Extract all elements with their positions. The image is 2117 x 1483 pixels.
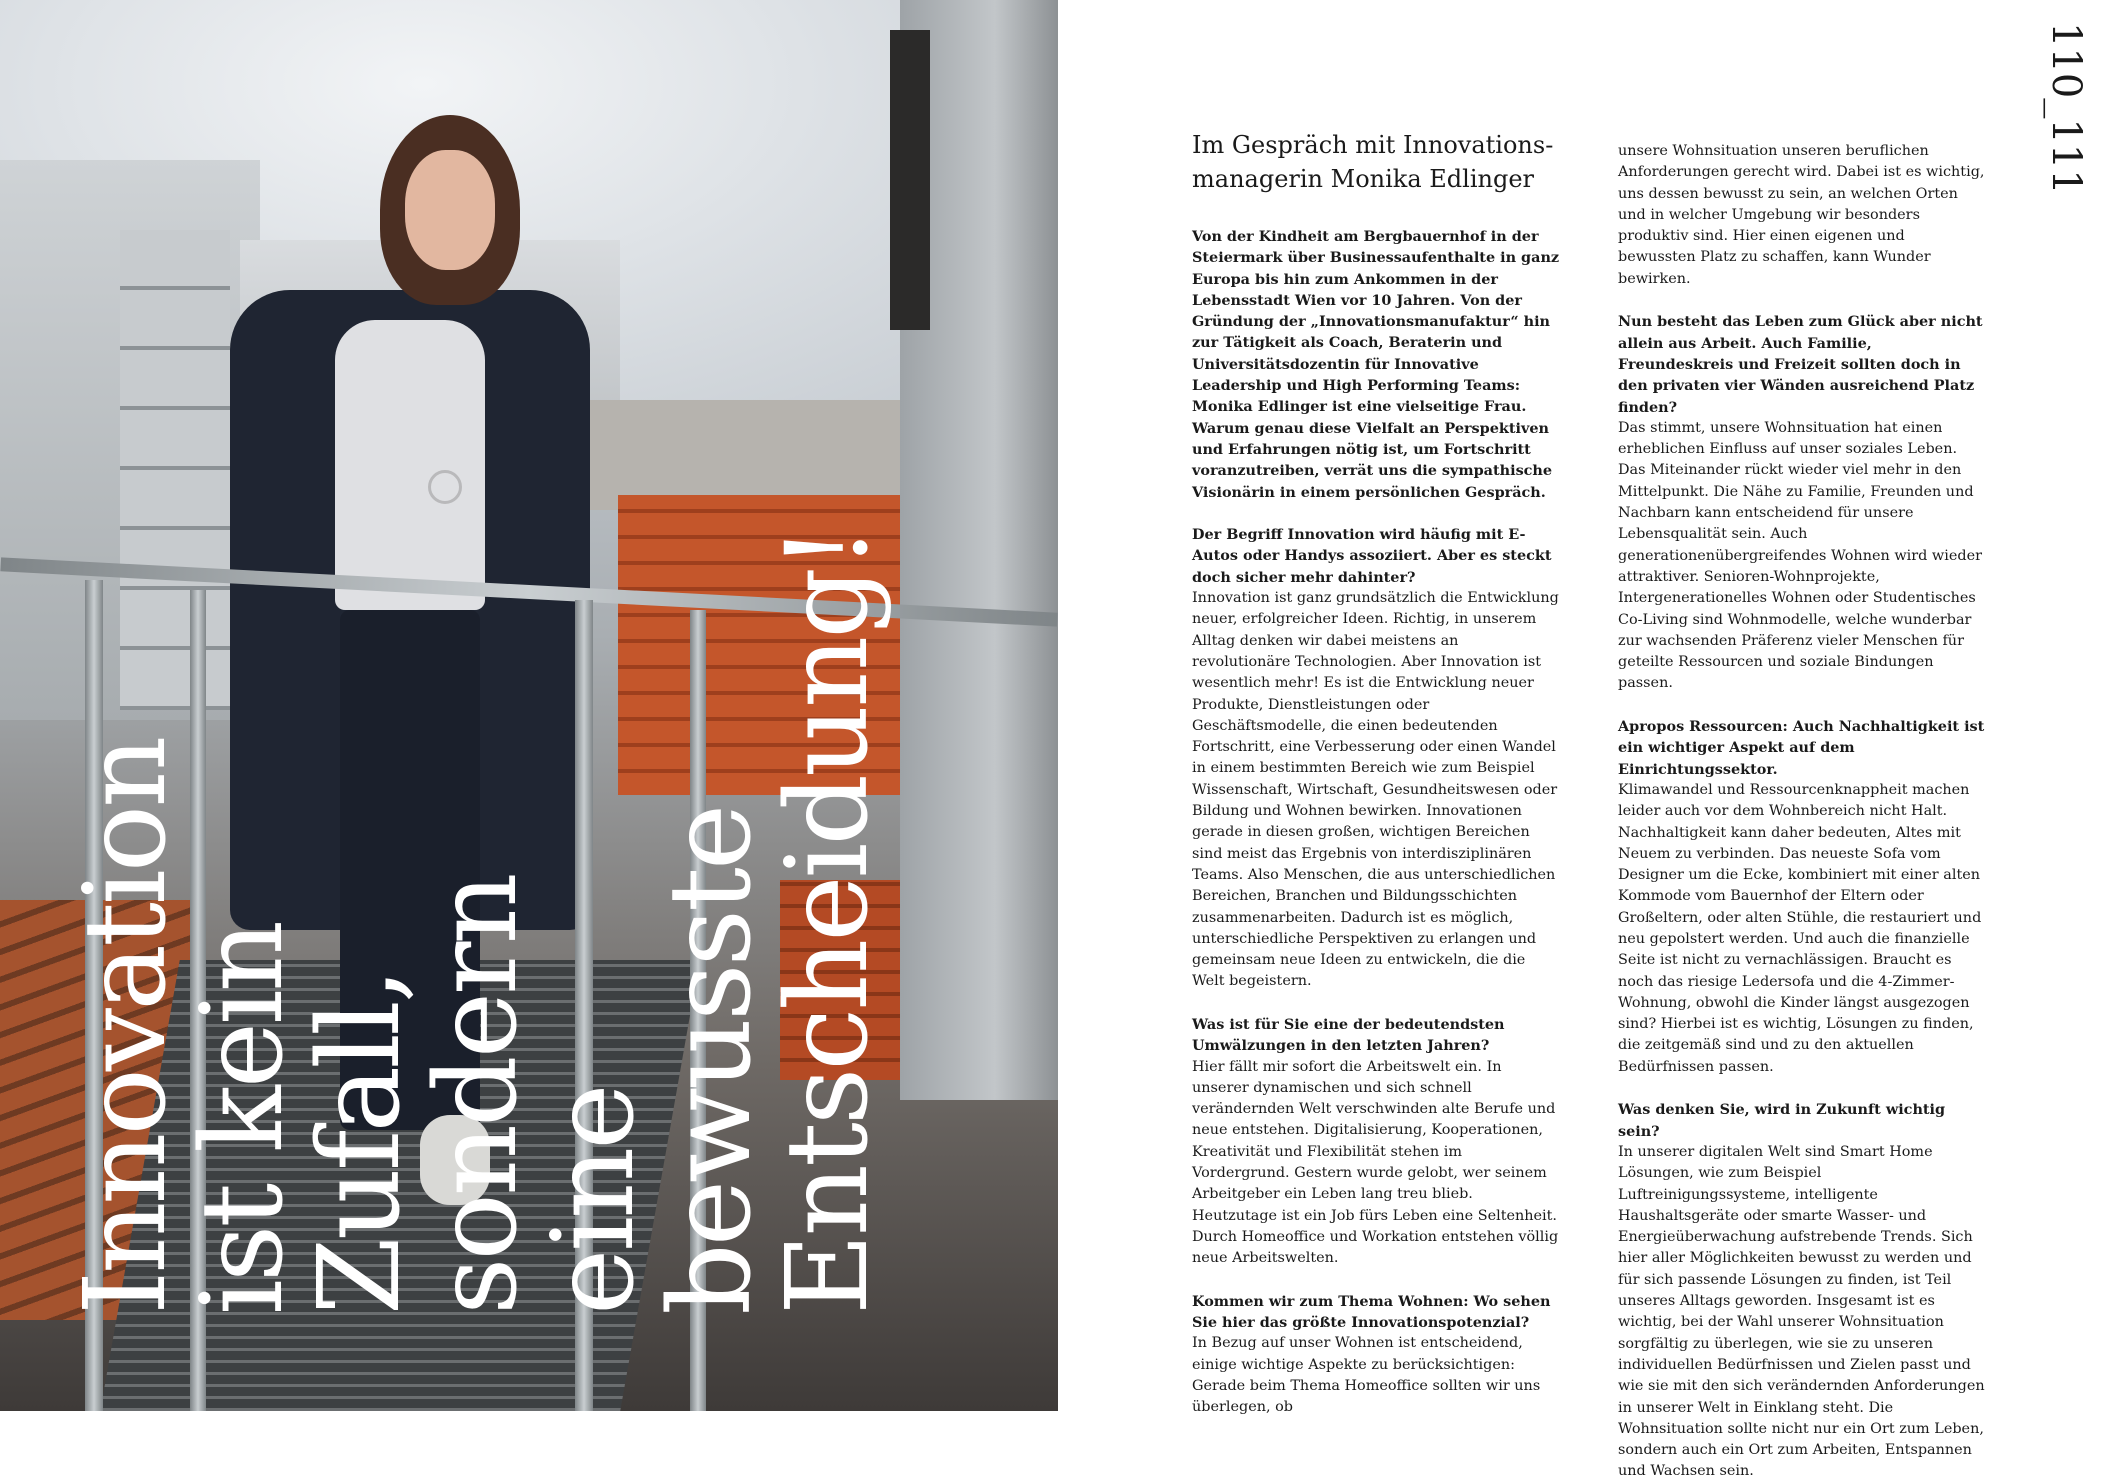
answer: Hier fällt mir sofort die Arbeitswelt ein. In unserer dynamischen und sich schnell verändernden Welt verschwinden alte Berufe und neue entstehen. Digitalisierung, Kooperationen, Kreativität und Flexibilität stehen im Vordergrund. Gestern wurde gelobt, wer seinem Arbeitgeber ein Leben lang treu blieb. Heutzutage ist ein Job fürs Leben eine Seltenheit. Durch Homeoffice und Workation entstehen völlig neue Arbeitswelten.	[1192, 1058, 1559, 1267]
cover-photo	[0, 0, 1058, 1411]
question: Was denken Sie, wird in Zukunft wichtig sein?	[1618, 1101, 1946, 1140]
paragraph-spacer	[1618, 695, 1986, 716]
answer: Klimawandel und Ressourcenknappheit machen leider auch vor dem Wohnbereich nicht Halt. Nachhaltigkeit kann daher bedeuten, Altes mit Neuem zu verbinden. Das neueste Sofa vom Designer um die Ecke, kombiniert mit einer alten Kommode vom Bauernhof der Eltern oder Großeltern, oder alten Stühle, die restauriert und neu gepolstert werden. Und auch die finanzielle Seite ist nicht zu vernachlässigen. Braucht es noch das riesige Ledersofa und die 4-Zimmer-Wohnung, obwohl die Kinder längst ausgezogen sind? Hierbei ist es wichtig, Lösungen zu finden, die zeitgemäß sind und zu den aktuellen Bedürfnissen passen.	[1618, 781, 1982, 1075]
page-number: 110_111	[2043, 22, 2089, 195]
headline-line: eine	[529, 1086, 659, 1315]
woman-face	[405, 150, 495, 270]
text-column-left	[1192, 226, 1560, 1419]
answer: Innovation ist ganz grundsätzlich die Entwicklung neuer, erfolgreicher Ideen. Richtig, in unserem Alltag denken wir dabei meistens an revolutionäre Technologien. Aber Innovation ist wesentlich mehr! Es ist die Entwicklung neuer Produkte, Dienstleistungen oder Geschäftsmodelle, die einen bedeutenden Fortschritt, eine Verbesserung oder einen Wandel in einem bestimmten Bereich wie zum Beispiel Wissenschaft, Wirtschaft, Gesundheitswesen oder Bildung und Wohnen bewirken. Innovationen gerade in diesen großen, wichtigen Bereichen sind meist das Ergebnis von interdisziplinären Teams. Also Menschen, die aus unterschiedlichen Bereichen, Branchen und Bildungsschichten zusammenarbeiten. Dadurch ist es möglich, unterschiedliche Perspektiven zu erlangen und gemeinsam neue Ideen zu entwickeln, die die Welt begeistern.	[1192, 590, 1559, 990]
answer: In unserer digitalen Welt sind Smart Home Lösungen, wie zum Beispiel Luftreinigungssysteme, intelligente Haushaltsgeräte oder smarte Wasser- und Energieüberwachung aufstrebende Trends. Sich hier aller Möglichkeiten bewusst zu werden und für sich passende Lösungen zu finden, ist Teil unseres Alltags geworden. Insgesamt ist es wichtig, bei der Wahl unserer Wohnsituation sorgfältig zu überlegen, wie sie zu unseren individuellen Bedürfnissen und Zielen passt und wie sie mit den sich verändernden Anforderungen in unserer Welt in Einklang steht. Die Wohnsituation sollte nicht nur ein Ort zum Leben, sondern auch ein Ort zum Arbeiten, Entspannen und Wachsen sein.	[1618, 1143, 1985, 1480]
headline-line: Zufall,	[295, 970, 425, 1315]
paragraph-spacer	[1192, 1270, 1560, 1291]
headline-line: Innovation	[61, 738, 191, 1315]
headline-line: ist kein	[178, 922, 308, 1315]
headline-line: bewusste	[646, 806, 776, 1315]
answer-continued: unsere Wohnsituation unseren beruflichen Anforderungen gerecht wird. Dabei ist es wichtig, uns dessen bewusst zu sein, an welchen Orten und in welcher Umgebung wir besonders produktiv sind. Hier einen eigenen und bewussten Platz zu schaffen, kann Wunder bewirken.	[1618, 143, 1985, 287]
paragraph-spacer	[1192, 993, 1560, 1014]
answer: Das stimmt, unsere Wohnsituation hat einen erheblichen Einfluss auf unser soziales Leben. Das Miteinander rückt wieder viel mehr in den Mittelpunkt. Die Nähe zu Familie, Freunden und Nachbarn kann entscheidend für unsere Lebensqualität sein. Auch generationenübergreifendes Wohnen wird wieder attraktiver. Senioren-Wohnprojekte, Intergenerationelles Wohnen oder Studentisches Co-Living sind Wohnmodelle, welche wunderbar zur wachsenden Präferenz vieler Menschen für geteilte Ressourcen und soziale Bindungen passen.	[1618, 419, 1982, 692]
building-right-shadow	[890, 30, 930, 330]
question: Apropos Ressourcen: Auch Nachhaltigkeit ist ein wichtiger Aspekt auf dem Einrichtungssektor.	[1618, 718, 1985, 778]
paragraph-spacer	[1618, 290, 1986, 311]
answer: In Bezug auf unser Wohnen ist entscheidend, einige wichtige Aspekte zu berücksichtigen: Gerade beim Thema Homeoffice sollten wir uns überlegen, ob	[1192, 1335, 1541, 1416]
paragraph-spacer	[1192, 503, 1560, 524]
headline-line: Entscheidung!	[763, 528, 893, 1315]
question: Was ist für Sie eine der bedeutendsten Umwälzungen in den letzten Jahren?	[1192, 1015, 1505, 1055]
article-title: Im Gespräch mit Innovations-managerin Monika Edlinger	[1192, 131, 1554, 193]
text-column-right	[1618, 141, 1986, 1483]
intro-paragraph: Von der Kindheit am Bergbauernhof in der Steiermark über Businessaufenthalte in ganz Europa bis hin zum Ankommen in der Lebensstadt Wien vor 10 Jahren. Von der Gründung der „Innovationsmanufaktur“ hin zur Tätigkeit als Coach, Beraterin und Universitätsdozentin für Innovative Leadership und High Performing Teams: Monika Edlinger ist eine vielseitige Frau. Warum genau diese Vielfalt an Perspektiven und Erfahrungen nötig ist, um Fortschritt voranzutreiben, verrät uns die sympathische Visionärin in einem persönlichen Gespräch.	[1192, 228, 1560, 501]
question: Der Begriff Innovation wird häufig mit E-Autos oder Handys assoziiert. Aber es steckt doch sicher mehr dahinter?	[1192, 526, 1552, 586]
headline	[61, 315, 893, 1315]
question: Nun besteht das Leben zum Glück aber nicht allein aus Arbeit. Auch Familie, Freundeskreis und Freizeit sollten doch in den privaten vier Wänden ausreichend Platz finden?	[1618, 313, 1983, 416]
paragraph-spacer	[1618, 1078, 1986, 1099]
headline-line: sondern	[412, 875, 542, 1315]
question: Kommen wir zum Thema Wohnen: Wo sehen Sie hier das größte Innovationspotenzial?	[1192, 1292, 1551, 1332]
